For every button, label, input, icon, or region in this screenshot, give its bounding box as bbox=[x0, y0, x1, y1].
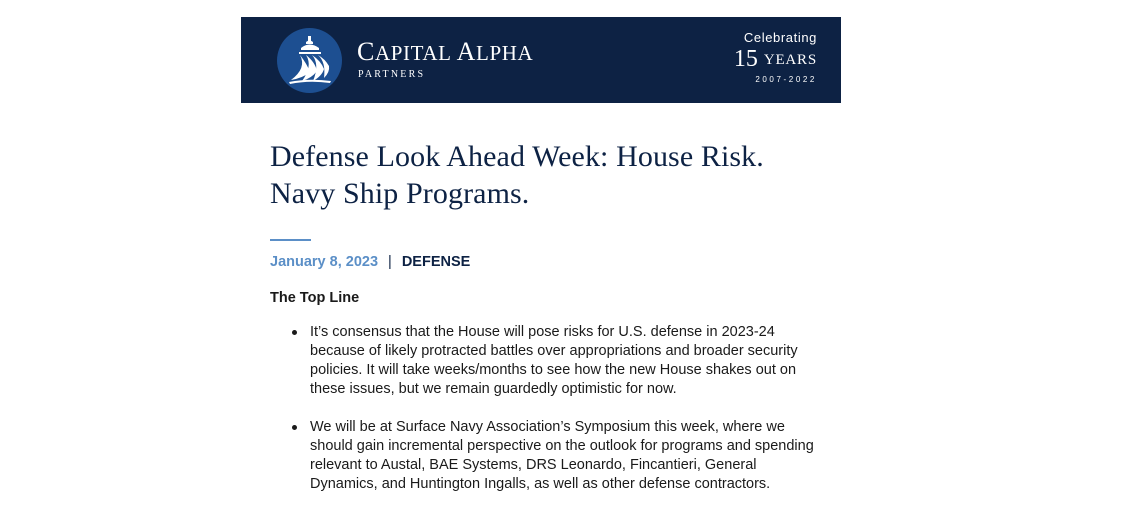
section-heading: The Top Line bbox=[270, 290, 360, 306]
logo-subtitle: PARTNERS bbox=[358, 69, 426, 80]
badge-celebrating-text: Celebrating bbox=[743, 30, 817, 45]
badge-years-text: YEARS bbox=[763, 52, 817, 68]
badge-years-row bbox=[707, 47, 817, 71]
capitol-dome-icon bbox=[277, 28, 342, 93]
list-item: It’s consensus that the House will pose risks for U.S. defense in 2023-24 because of likely protracted battles over appropriations and broader security policies. It will take weeks/months to see how the new House shakes out on these issues, but we remain guardedly optimistic for now. bbox=[310, 323, 818, 399]
top-line-bullets bbox=[270, 323, 830, 494]
article bbox=[270, 138, 830, 513]
article-meta bbox=[270, 253, 830, 271]
list-item: We will be at Surface Navy Association’s Symposium this week, where we should gain incremental perspective on the outlook for programs and spending relevant to Austal, BAE Systems, DRS Leonardo, Fincantieri, General Dynamics, and Huntington Ingalls, as well as other defense contractors. bbox=[310, 418, 818, 494]
badge-year-range: 2007-2022 bbox=[755, 75, 817, 84]
company-logo-link[interactable] bbox=[277, 27, 567, 93]
publish-date: January 8, 2023 bbox=[270, 254, 379, 270]
anniversary-badge bbox=[707, 31, 817, 84]
headline-accent-rule bbox=[270, 239, 311, 241]
category-link[interactable]: DEFENSE bbox=[401, 254, 471, 270]
logo-company-name: CAPITAL ALPHA bbox=[357, 37, 534, 66]
badge-number: 15 bbox=[733, 46, 758, 72]
header-banner bbox=[241, 17, 841, 103]
article-headline: Defense Look Ahead Week: House Risk. Navy Ship Programs. bbox=[270, 140, 764, 210]
meta-separator: | bbox=[388, 254, 392, 270]
